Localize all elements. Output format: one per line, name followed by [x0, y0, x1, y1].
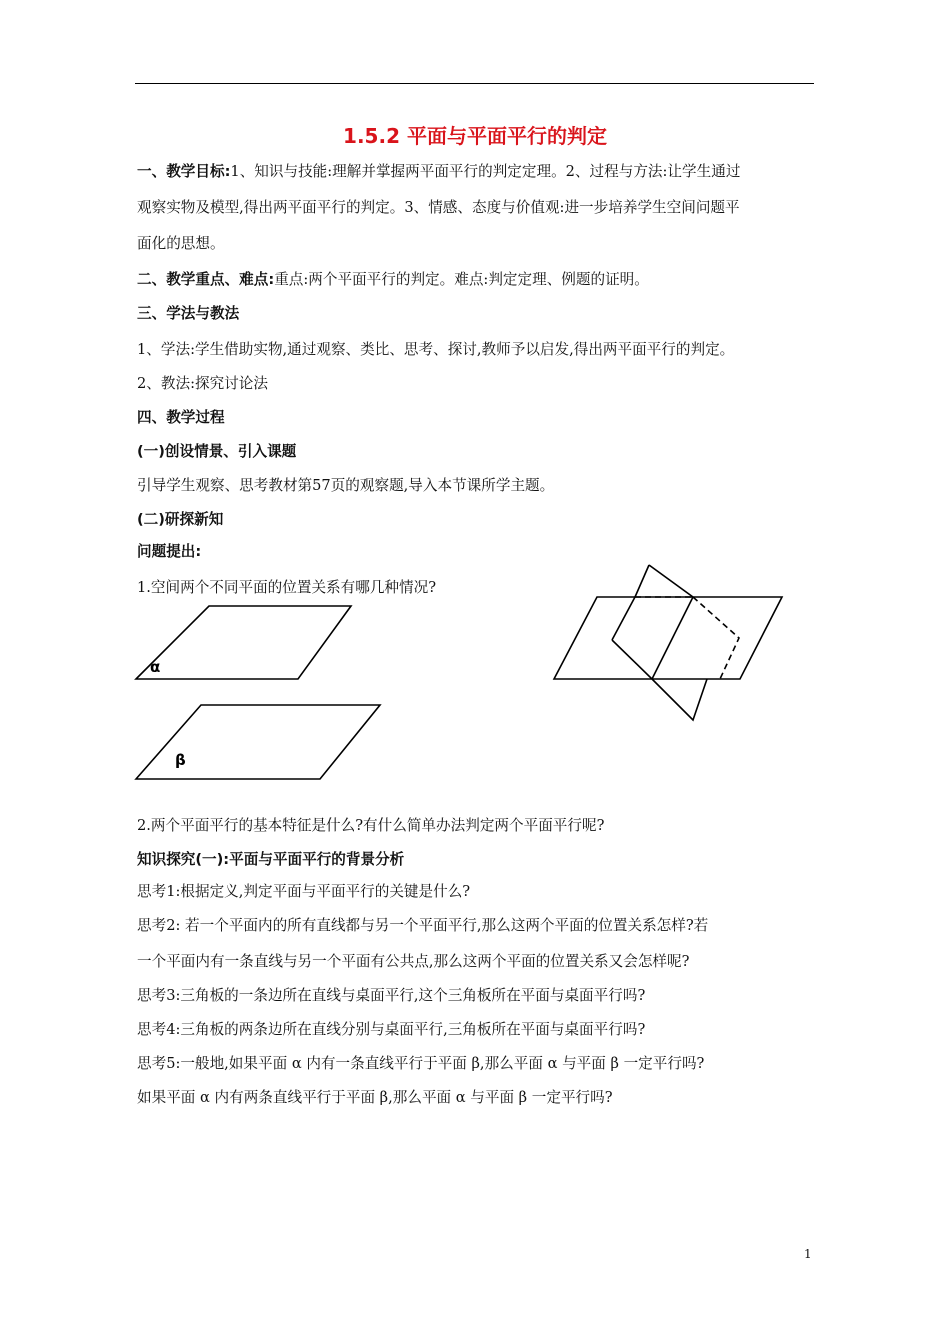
text-line-t5a [137, 1054, 704, 1074]
text-line-body: 2.两个平面平行的基本特征是什么?有什么简单办法判定两个平面平行呢? [137, 817, 605, 834]
text-line-explore-head [137, 850, 404, 870]
text-line-body: 引导学生观察、思考教材第57页的观察题,导入本节课所学主题。 [137, 477, 555, 494]
text-line-obj3 [137, 234, 225, 254]
text-line-step2-head [137, 510, 223, 530]
text-line-body: 2、教法:探究讨论法 [137, 375, 268, 392]
plane-alpha [136, 606, 351, 679]
text-line-obj2 [137, 198, 740, 218]
header-rule [135, 83, 814, 84]
text-line-body: 1.空间两个不同平面的位置关系有哪几种情况? [137, 579, 437, 596]
text-line-obj1 [137, 162, 740, 182]
text-line-heading: (一)创设情景、引入课题 [137, 443, 297, 460]
text-line-heading: 知识探究(一):平面与平面平行的背景分析 [137, 851, 405, 868]
page-title: 1.5.2 平面与平面平行的判定 [343, 124, 607, 148]
plane-beta [136, 705, 380, 779]
text-line-body: 思考5:一般地,如果平面 α 内有一条直线平行于平面 β,那么平面 α 与平面 β 一定平行吗? [137, 1055, 705, 1072]
text-line-key [137, 270, 649, 290]
text-line-method-head [137, 304, 239, 324]
label-alpha: α [150, 658, 161, 676]
text-line-t3 [137, 986, 645, 1006]
text-line-t4 [137, 1020, 645, 1040]
text-line-body: 如果平面 α 内有两条直线平行于平面 β,那么平面 α 与平面 β 一定平行吗? [137, 1089, 613, 1106]
text-line-step1-head [137, 442, 296, 462]
text-line-body: 观察实物及模型,得出两平面平行的判定。3、情感、态度与价值观:进一步培养学生空间问题平 [137, 199, 740, 216]
parallel-planes-figure [125, 600, 395, 790]
text-line-body: 1、知识与技能:理解并掌握两平面平行的判定定理。2、过程与方法:让学生通过 [230, 163, 741, 180]
cutting-plane-upper-left [635, 565, 649, 597]
text-line-process-head [137, 408, 225, 428]
text-line-heading: 二、教学重点、难点: [137, 271, 275, 288]
text-line-t2a [137, 916, 708, 936]
intersecting-planes-figure [545, 555, 795, 730]
cutting-plane-left [612, 597, 635, 640]
text-line-heading: 四、教学过程 [137, 409, 225, 426]
text-line-heading: 三、学法与教法 [137, 305, 240, 322]
text-line-heading: (二)研探新知 [137, 511, 224, 528]
text-line-body: 思考3:三角板的一条边所在直线与桌面平行,这个三角板所在平面与桌面平行吗? [137, 987, 646, 1004]
text-line-heading: 一、教学目标: [137, 163, 231, 180]
text-line-t5b [137, 1088, 613, 1108]
label-beta: β [175, 751, 186, 769]
cutting-plane-lower-left [612, 640, 652, 679]
intersection-line [652, 597, 693, 679]
text-line-q2 [137, 816, 604, 836]
text-line-t2b [137, 952, 689, 972]
text-line-body: 重点:两个平面平行的判定。难点:判定定理、例题的证明。 [274, 271, 649, 288]
text-line-q1 [137, 578, 436, 598]
text-line-question-head [137, 542, 201, 562]
text-line-step1 [137, 476, 554, 496]
text-line-body: 1、学法:学生借助实物,通过观察、类比、思考、探讨,教师予以启发,得出两平面平行的判定。 [137, 341, 735, 358]
hidden-edge-right [693, 597, 739, 679]
text-line-body: 思考2: 若一个平面内的所有直线都与另一个平面平行,那么这两个平面的位置关系怎样?若 [137, 917, 709, 934]
text-line-method2 [137, 374, 268, 394]
cutting-plane-edge-top [649, 565, 693, 597]
page-number: 1 [804, 1247, 812, 1261]
text-line-heading: 问题提出: [137, 543, 202, 560]
horizontal-plane [554, 597, 782, 679]
text-line-body: 面化的思想。 [137, 235, 225, 252]
text-line-method1 [137, 340, 734, 360]
text-line-body: 思考1:根据定义,判定平面与平面平行的关键是什么? [137, 883, 471, 900]
text-line-t1 [137, 882, 470, 902]
text-line-body: 一个平面内有一条直线与另一个平面有公共点,那么这两个平面的位置关系又会怎样呢? [137, 953, 690, 970]
cutting-plane-bottom [652, 679, 707, 720]
text-line-body: 思考4:三角板的两条边所在直线分别与桌面平行,三角板所在平面与桌面平行吗? [137, 1021, 646, 1038]
